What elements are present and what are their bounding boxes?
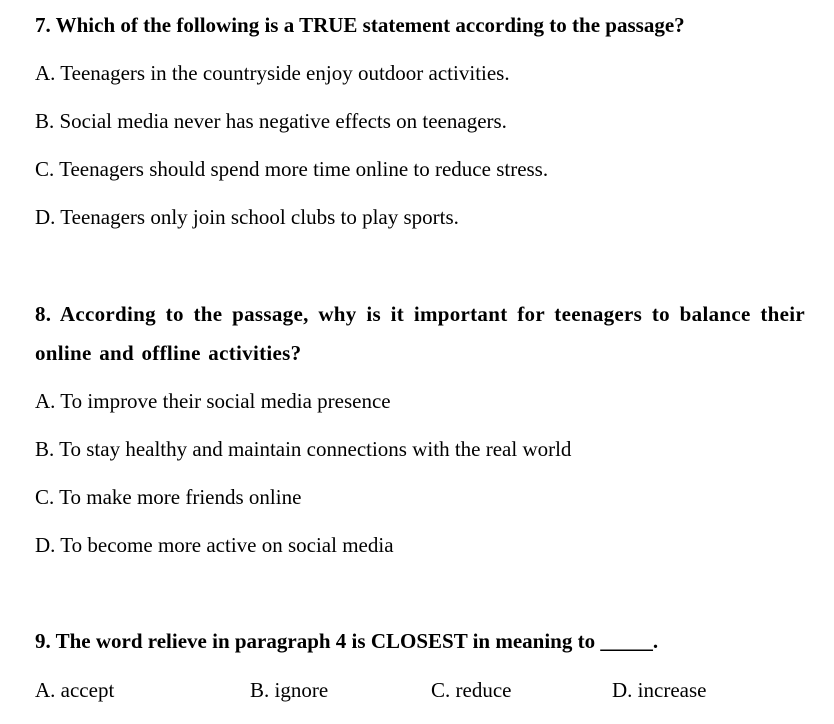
- answer-option-a: A. To improve their social media presence: [35, 389, 391, 413]
- answer-option-a: A. Teenagers in the countryside enjoy outdoor activities.: [35, 61, 510, 85]
- answer-option-b: B. To stay healthy and maintain connections with the real world: [35, 437, 572, 461]
- answer-options-row: [35, 666, 805, 714]
- question-8: [35, 295, 805, 569]
- answer-option-a: A. accept: [35, 678, 115, 702]
- question-7: [35, 6, 805, 241]
- question-title: 7. Which of the following is a TRUE statement according to the passage?: [35, 13, 685, 37]
- question-title: 8. According to the passage, why is it important for teenagers to balance their online and offline activities?: [35, 302, 805, 365]
- answer-option-b: B. ignore: [250, 678, 329, 702]
- answer-option-c: C. reduce: [431, 678, 512, 702]
- question-9: [35, 622, 805, 714]
- answer-option-c: C. To make more friends online: [35, 485, 302, 509]
- answer-option-b: B. Social media never has negative effects on teenagers.: [35, 109, 507, 133]
- answer-option-d: D. increase: [612, 678, 707, 702]
- answer-option-c: C. Teenagers should spend more time online to reduce stress.: [35, 157, 549, 181]
- answer-option-d: D. To become more active on social media: [35, 533, 394, 557]
- answer-option-d: D. Teenagers only join school clubs to play sports.: [35, 205, 459, 229]
- question-title: 9. The word relieve in paragraph 4 is CLOSEST in meaning to _____.: [35, 629, 659, 653]
